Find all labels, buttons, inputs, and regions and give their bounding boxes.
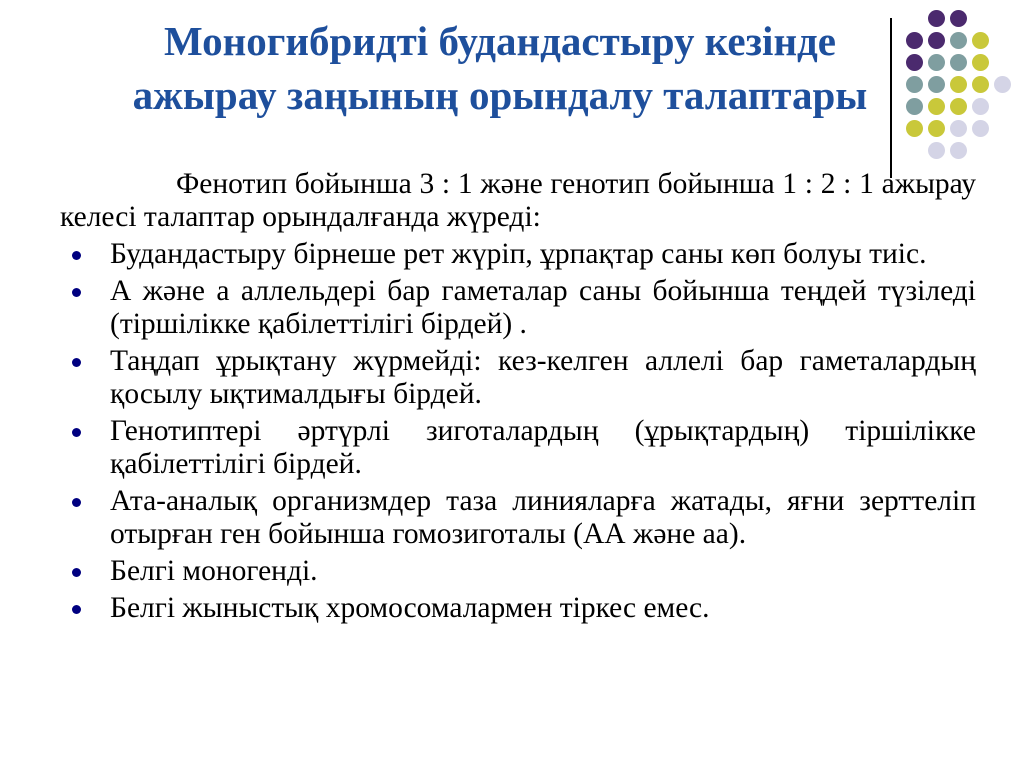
bullet-icon: [72, 428, 81, 437]
list-item: [60, 592, 976, 625]
bullet-icon: [72, 498, 81, 507]
decorative-dot: [906, 98, 923, 115]
bullet-icon: [72, 251, 81, 260]
list-item: [60, 415, 976, 481]
slide-title: [60, 14, 940, 122]
decorative-dot: [906, 120, 923, 137]
bullet-icon: [72, 568, 81, 577]
decorative-dot: [928, 32, 945, 49]
intro-paragraph: Фенотип бойынша 3 : 1 және генотип бойынша 1 : 2 : 1 ажырау келесі талаптар орындалғанда жүреді:: [60, 168, 976, 233]
list-item-text: Таңдап ұрықтану жүрмейді: кез-келген аллелі бар гаметалардың қосылу ықтималдығы бірдей.: [110, 345, 976, 410]
title-line-2: ажырау заңының орындалу талаптары: [132, 72, 868, 118]
list-item-text: Генотиптері әртүрлі зиготалардың (ұрықтардың) тіршілікке қабілеттілігі бірдей.: [110, 415, 976, 480]
decorative-dot: [950, 76, 967, 93]
decorative-dot: [906, 32, 923, 49]
decorative-dot: [972, 120, 989, 137]
list-item: [60, 345, 976, 411]
decorative-dot: [972, 98, 989, 115]
list-item: [60, 238, 976, 271]
decorative-dot: [950, 54, 967, 71]
list-item-text: Белгі моногенді.: [110, 555, 318, 587]
decorative-dot: [928, 120, 945, 137]
list-item: [60, 555, 976, 588]
decorative-vertical-line: [890, 18, 892, 178]
list-item-text: А және а аллельдері бар гаметалар саны бойынша теңдей түзіледі (тіршілікке қабілеттілігі бірдей) .: [110, 275, 976, 340]
bullet-icon: [72, 358, 81, 367]
decorative-dot: [972, 32, 989, 49]
decorative-dot: [906, 54, 923, 71]
decorative-dot: [928, 54, 945, 71]
decorative-dot: [906, 76, 923, 93]
decorative-dot: [950, 120, 967, 137]
bullet-icon: [72, 605, 81, 614]
decorative-dot: [994, 76, 1011, 93]
list-item: [60, 485, 976, 551]
list-item-text: Будандастыру бірнеше рет жүріп, ұрпақтар саны көп болуы тиіс.: [110, 238, 927, 270]
decorative-dot: [928, 98, 945, 115]
decorative-dot: [950, 32, 967, 49]
decorative-dot: [950, 142, 967, 159]
list-item-text: Белгі жыныстық хромосомалармен тіркес емес.: [110, 592, 710, 624]
decorative-dot: [950, 98, 967, 115]
list-item: [60, 275, 976, 341]
decorative-dot: [972, 54, 989, 71]
list-item-text: Ата-аналық организмдер таза линияларға жатады, яғни зерттеліп отырған ген бойынша гомозиготалы (АА және аа).: [110, 485, 976, 550]
bullet-icon: [72, 288, 81, 297]
decorative-dot: [928, 76, 945, 93]
decorative-dot: [928, 142, 945, 159]
slide-body: [60, 168, 976, 629]
title-line-1: Моногибридті будандастыру кезінде: [163, 18, 836, 64]
decorative-dot-grid: [906, 10, 1016, 170]
decorative-dot: [972, 76, 989, 93]
decorative-dot: [950, 10, 967, 27]
requirements-list: [60, 238, 976, 625]
decorative-dot: [928, 10, 945, 27]
